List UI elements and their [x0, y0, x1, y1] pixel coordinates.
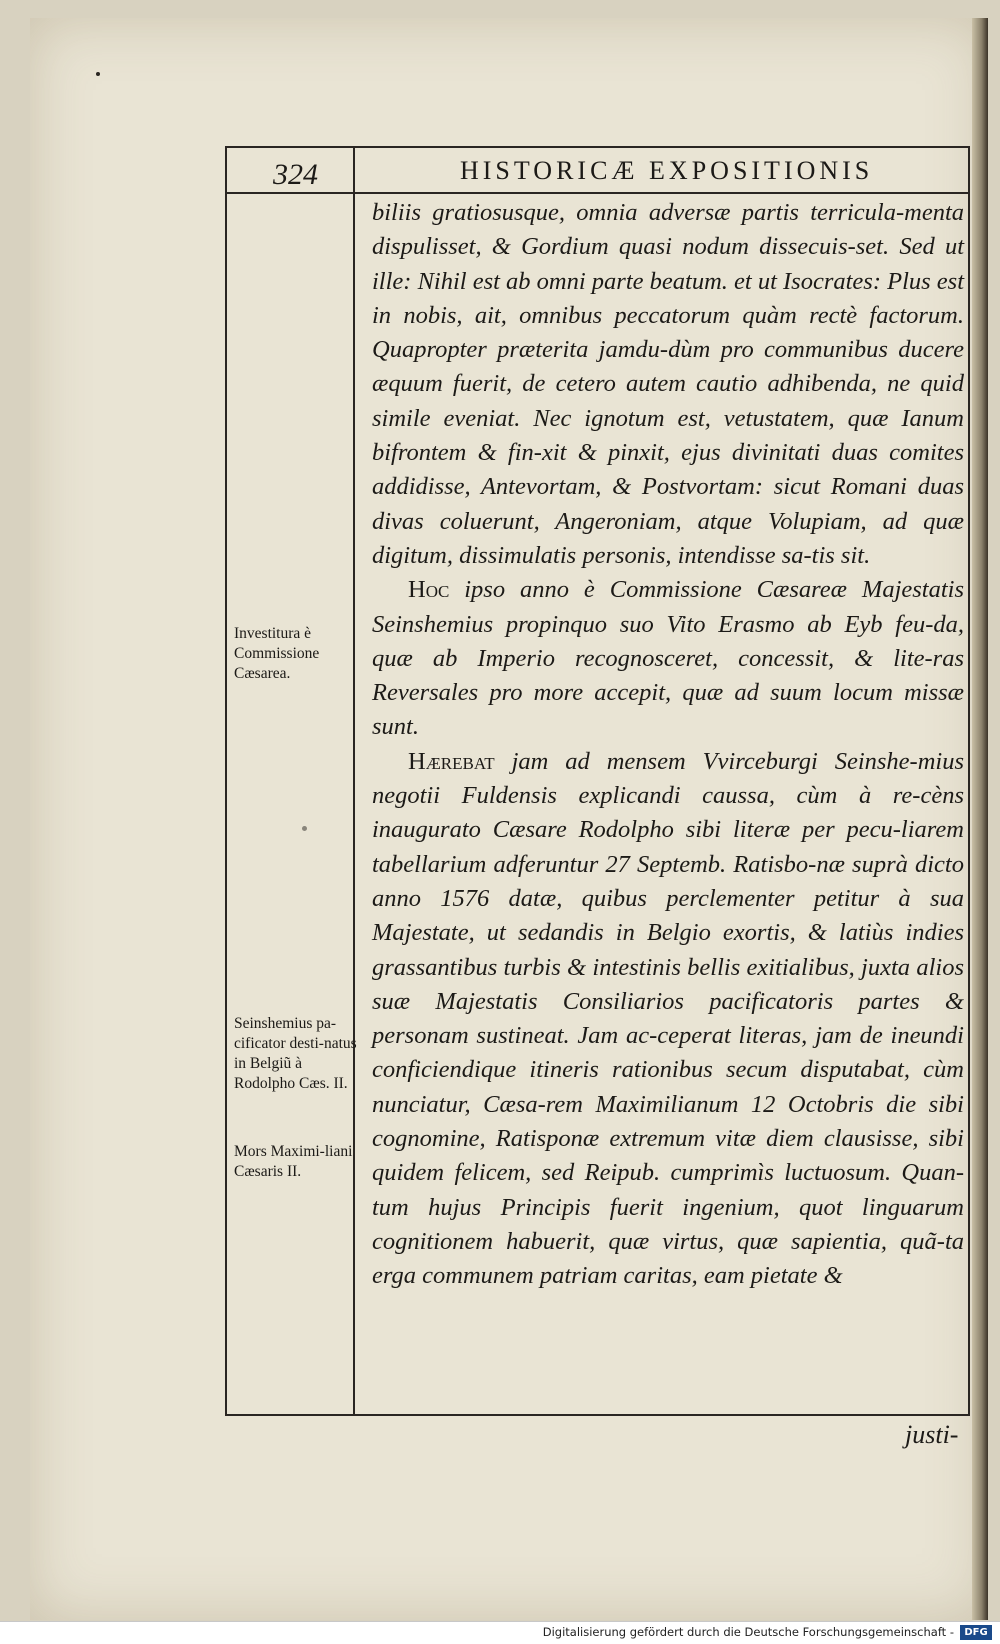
ink-speck	[96, 72, 100, 76]
paragraph	[372, 573, 964, 744]
paragraph-text: ipso anno è Commissione Cæsareæ Majestatis Seinshemius propinquo suo Vito Erasmo ab Eyb feu-da, quæ ab Imperio recognosceret, concessit, & lite-ras Reversales pro more accepit, quæ ad suum locum missæ sunt.	[372, 576, 964, 741]
paragraph-lead-word: Hærebat	[408, 747, 495, 775]
ink-speck	[302, 826, 307, 831]
page-edge-shadow	[972, 18, 988, 1620]
left-frame-rule	[225, 146, 227, 1416]
paragraph-lead-word: Hoc	[408, 576, 450, 604]
dfg-logo: DFG	[960, 1625, 992, 1640]
header-bottom-rule	[225, 192, 970, 194]
paragraph-text: jam ad mensem Vvirceburgi Seinshe-mius negotii Fuldensis explicandi caussa, cùm à re-cèns inaugurato Cæsare Rodolpho sibi literæ per pecu-liarem tabellarium adferuntur 27 Septemb. Ratisbo-næ suprà dicto anno 1576 datæ, quibus perclementer petitur à sua Majestate, ut sedandis in Belgio exortis, & latiùs indies grassantibus turbis & intestinis bellis exitialibus, juxta alios suæ Majestatis Consiliarios pacificatoris partes & personam sustineat. Jam ac-ceperat literas, jam de ineundi conficiendique itineris rationibus secum disputabat, cùm nunciatur, Cæsa-rem Maximilianum 12 Octobris die sibi cognomine, Ratisponæ extremum vitæ diem clausisse, sibi quidem felicem, sed Reipub. cumprimìs luctuosum. Quan-tum hujus Principis fuerit ingenium, quot linguarum cognitionem habuerit, quæ virtus, quæ sapientia, quã-ta erga communem patriam caritas, eam pietate &	[372, 747, 964, 1290]
running-head: HISTORICÆ EXPOSITIONIS	[460, 156, 874, 185]
text-bottom-rule	[353, 1414, 970, 1416]
header-top-rule	[225, 146, 970, 148]
main-text	[372, 196, 964, 1294]
marginal-note: Seinshemius pa-cificator desti-natus in Belgiũ à Rodolpho Cæs. II.	[234, 1015, 357, 1092]
paragraph	[372, 196, 964, 573]
catchword: justi-	[905, 1420, 959, 1449]
right-frame-rule	[968, 146, 970, 1416]
page-number: 324	[273, 158, 318, 191]
book-page	[30, 18, 988, 1620]
paragraph	[372, 745, 964, 1294]
marginal-note: Investitura è Commissione Cæsarea.	[234, 625, 320, 682]
margin-divider-rule	[353, 146, 355, 1416]
margin-bottom-rule	[225, 1414, 353, 1416]
marginal-note: Mors Maximi-liani Cæsaris II.	[234, 1143, 353, 1180]
footer-credit: Digitalisierung gefördert durch die Deutsche Forschungsgemeinschaft -	[542, 1625, 954, 1639]
footer-bar	[0, 1621, 1000, 1644]
paragraph-text: biliis gratiosusque, omnia adversæ partis terricula-menta dispulisset, & Gordium quasi nodum dissecuis-set. Sed ut ille: Nihil est ab omni parte beatum. et ut Isocrates: Plus est in nobis, ait, omnibus peccatorum quàm rectè factorum. Quapropter præterita jamdu-dùm pro communibus ducere æquum fuerit, de cetero autem cautio adhibenda, ne quid simile eveniat. Nec ignotum est, vetustatem, quæ Ianum bifrontem & fin-xit & pinxit, ejus divinitati duas comites addidisse, Antevortam, & Postvortam: sicut Romani duas divas coluerunt, Angeroniam, atque Volupiam, ad quæ digitum, dissimulatis personis, intendisse sa-tis sit.	[372, 199, 965, 569]
